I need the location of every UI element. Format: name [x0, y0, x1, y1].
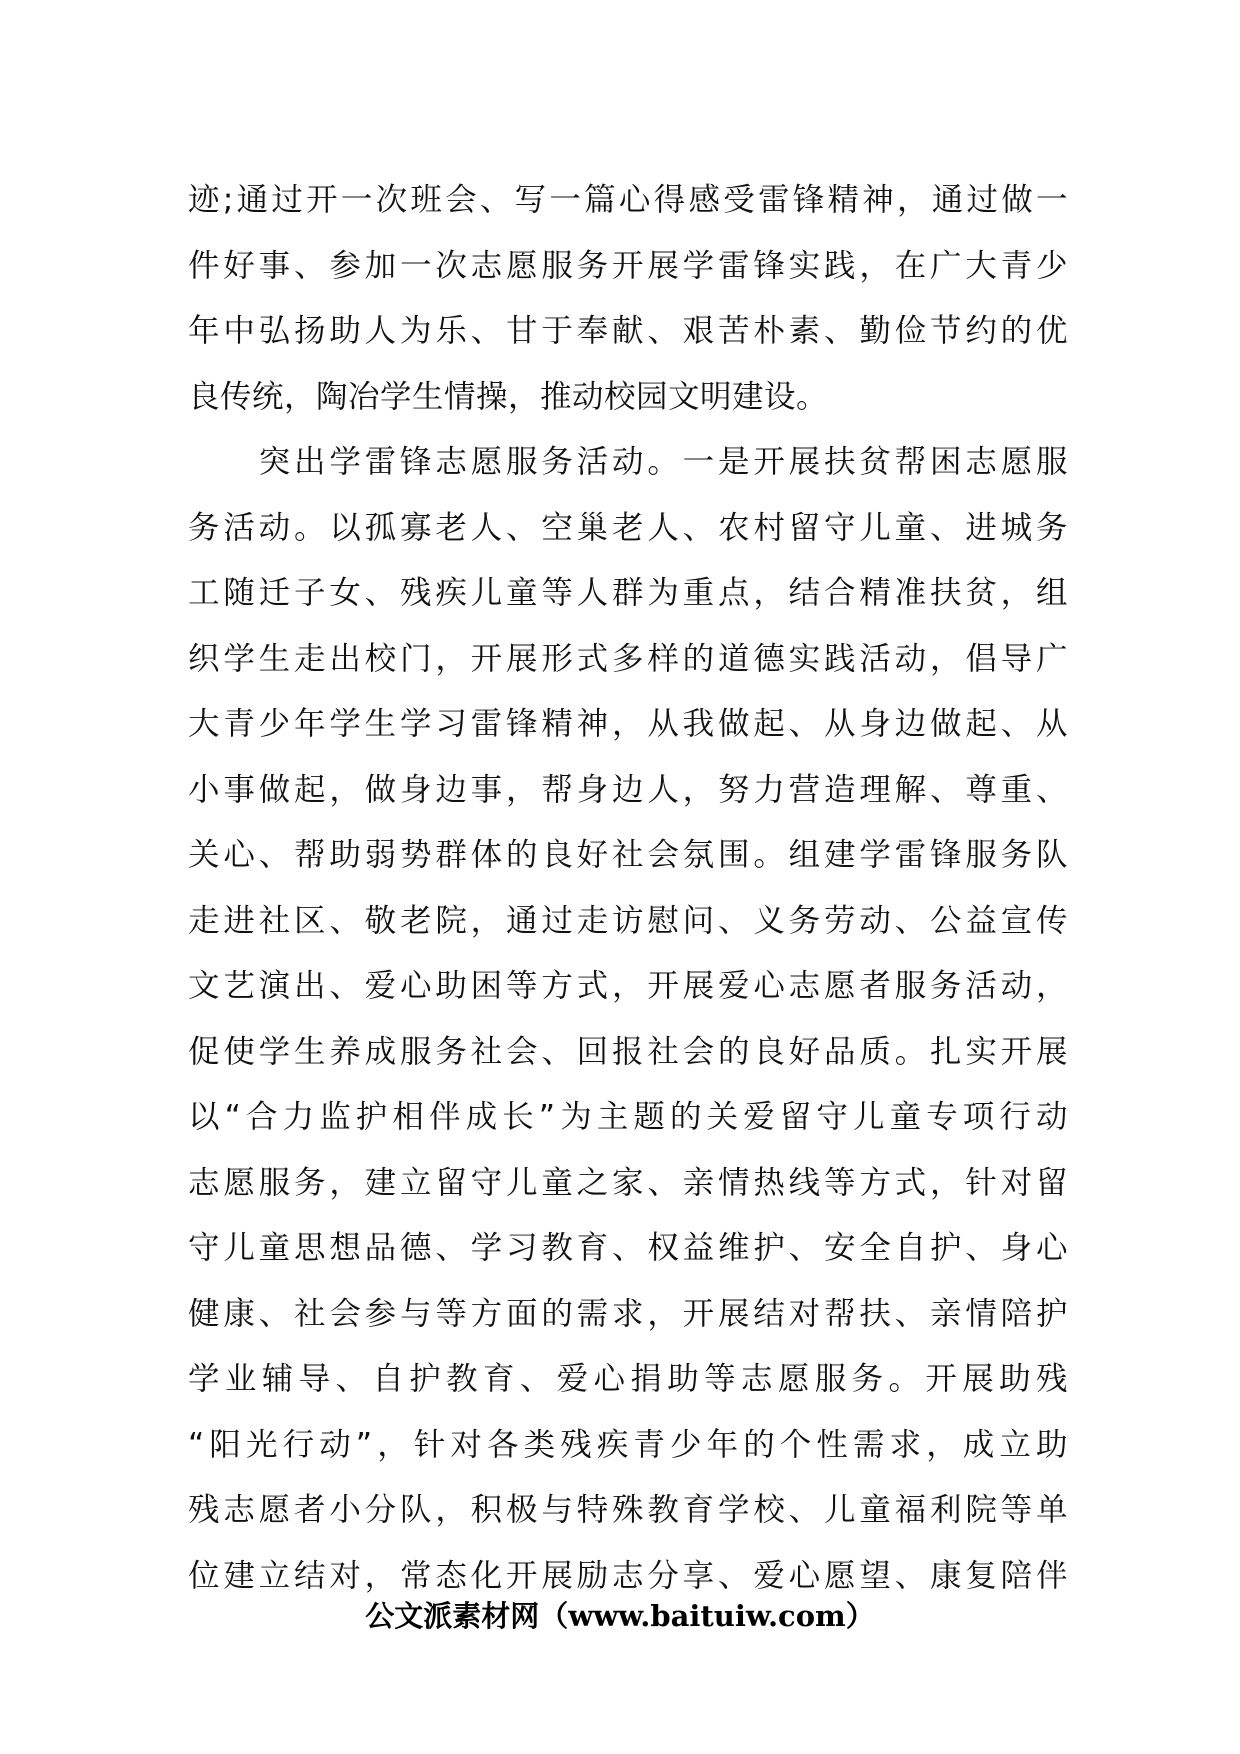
body-text [188, 168, 1068, 1609]
text-line: 守儿童思想品德、学习教育、权益维护、安全自护、身心 [188, 1230, 1068, 1266]
text-line: 迹;通过开一次班会、写一篇心得感受雷锋精神，通过做一 [188, 182, 1068, 218]
text-line: 关心、帮助弱势群体的良好社会氛围。组建学雷锋服务队 [188, 837, 1068, 873]
text-line: 年中弘扬助人为乐、甘于奉献、艰苦朴素、勤俭节约的优 [188, 313, 1068, 349]
text-line: 大青少年学生学习雷锋精神，从我做起、从身边做起、从 [188, 706, 1068, 742]
text-line: 位建立结对，常态化开展励志分享、爱心愿望、康复陪伴 [188, 1557, 1068, 1594]
text-line: “阳光行动”，针对各类残疾青少年的个性需求，成立助 [188, 1426, 1068, 1463]
text-line: 残志愿者小分队，积极与特殊教育学校、儿童福利院等单 [188, 1492, 1068, 1528]
text-line: 走进社区、敬老院，通过走访慰问、义务劳动、公益宣传 [188, 902, 1068, 939]
text-line: 学业辅导、自护教育、爱心捐助等志愿服务。开展助残 [188, 1361, 1068, 1397]
text-line: 促使学生养成服务社会、回报社会的良好品质。扎实开展 [188, 1033, 1068, 1070]
text-line: 小事做起，做身边事，帮身边人，努力营造理解、尊重、 [188, 771, 1068, 808]
text-line: 良传统，陶冶学生情操，推动校园文明建设。 [188, 378, 829, 415]
text-line: 突出学雷锋志愿服务活动。一是开展扶贫帮困志愿服 [188, 444, 1068, 480]
page-footer: 公文派素材网（www.baituiw.com） [365, 1599, 875, 1633]
text-line: 志愿服务，建立留守儿童之家、亲情热线等方式，针对留 [188, 1164, 1068, 1201]
text-line: 工随迁子女、残疾儿童等人群为重点，结合精准扶贫，组 [188, 575, 1068, 611]
text-line: 文艺演出、爱心助困等方式，开展爱心志愿者服务活动， [188, 968, 1068, 1004]
text-line: 务活动。以孤寡老人、空巢老人、农村留守儿童、进城务 [188, 509, 1068, 546]
text-line: 健康、社会参与等方面的需求，开展结对帮扶、亲情陪护 [188, 1295, 1068, 1332]
text-line: 以“合力监护相伴成长”为主题的关爱留守儿童专项行动 [188, 1099, 1069, 1135]
text-line: 织学生走出校门，开展形式多样的道德实践活动，倡导广 [188, 640, 1068, 677]
text-line: 件好事、参加一次志愿服务开展学雷锋实践，在广大青少 [188, 247, 1068, 284]
